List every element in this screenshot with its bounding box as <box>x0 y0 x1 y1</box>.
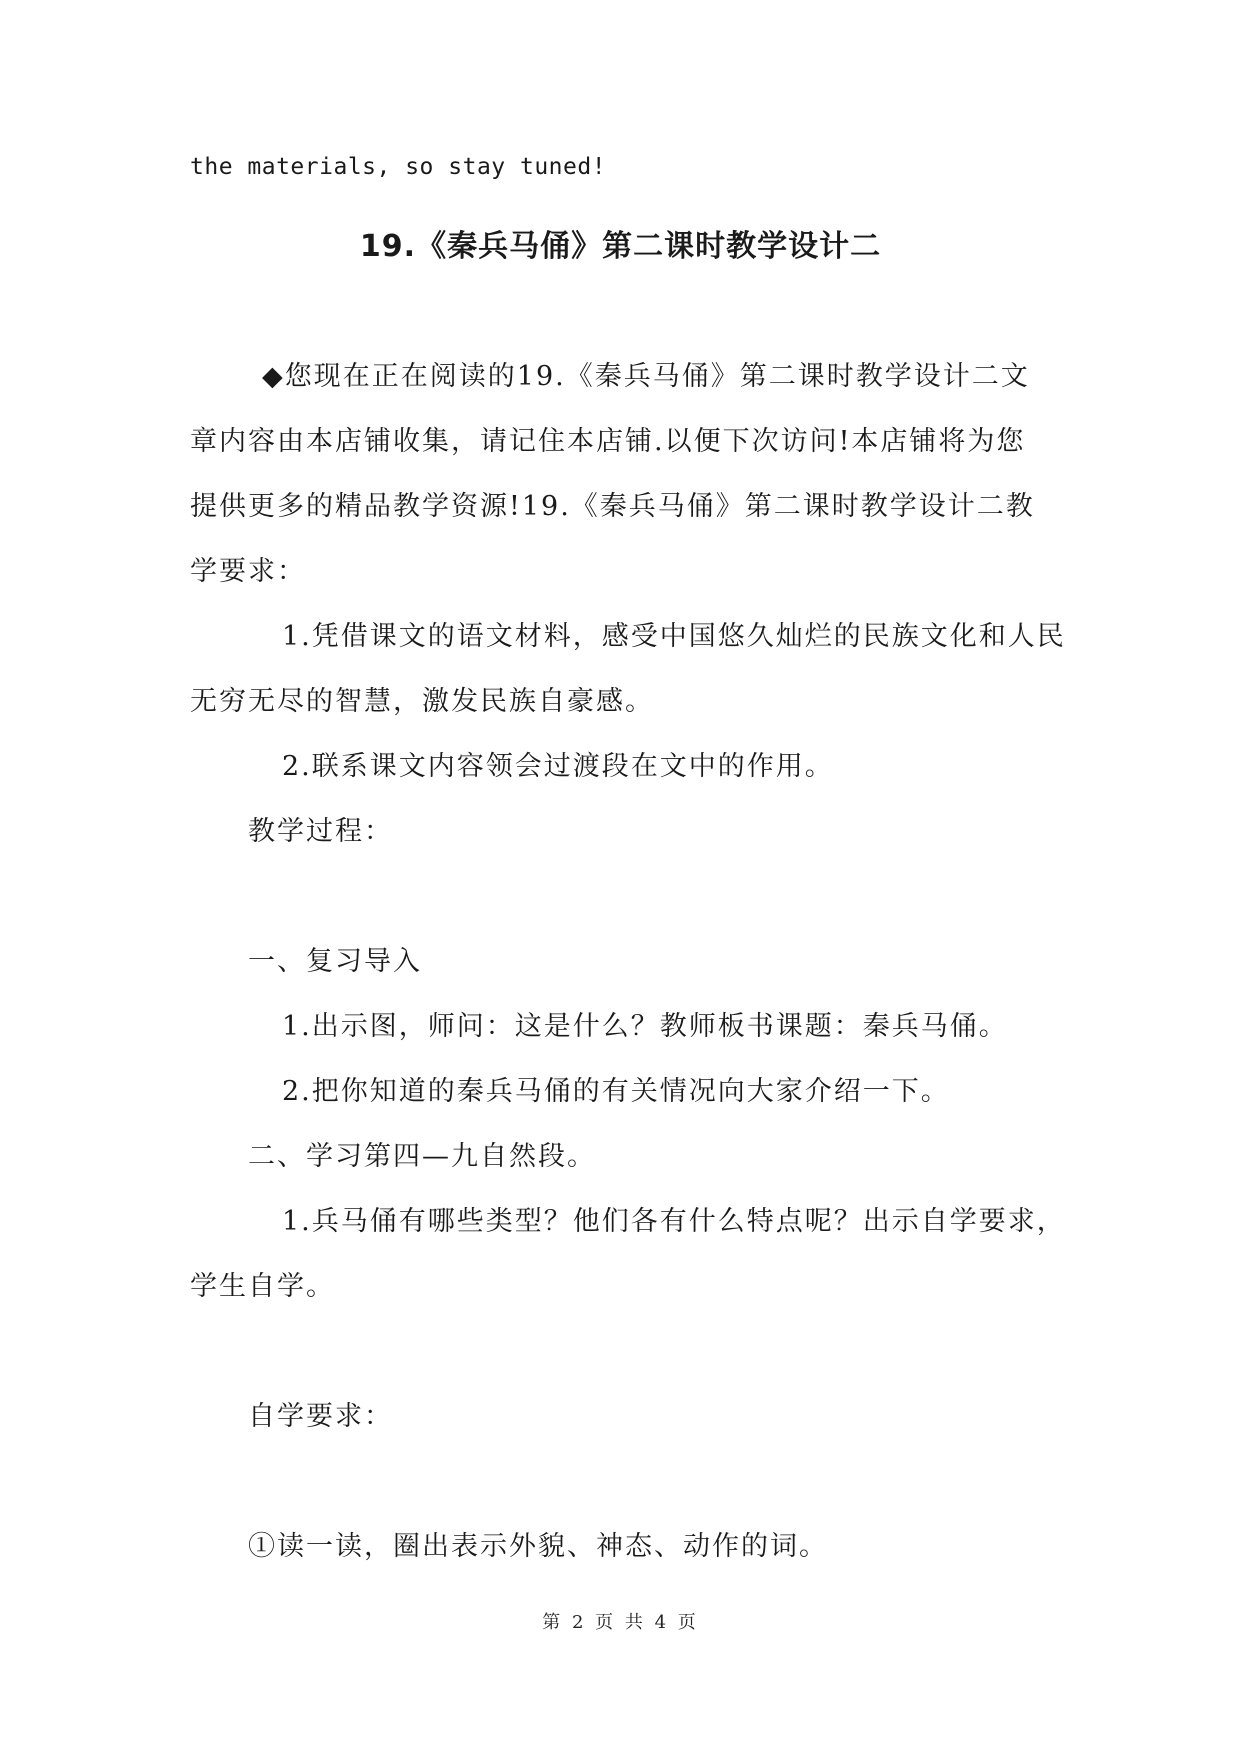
process-heading: 教学过程： <box>248 816 393 847</box>
section2-heading: 二、学习第四—九自然段。 <box>248 1141 596 1172</box>
intro-line: ◆您现在正在阅读的19.《秦兵马俑》第二课时教学设计二文 <box>262 361 1030 392</box>
section2-item: 学生自学。 <box>190 1271 335 1302</box>
page-footer: 第 2 页 共 4 页 <box>542 1612 699 1633</box>
page-title: 19.《秦兵马俑》第二课时教学设计二 <box>359 229 882 264</box>
intro-line: 学要求： <box>190 556 306 587</box>
section1-item: 1.出示图，师问：这是什么？教师板书课题：秦兵马俑。 <box>282 1011 1008 1042</box>
intro-line: 章内容由本店铺收集，请记住本店铺.以便下次访问!本店铺将为您 <box>190 426 1026 457</box>
requirement-item: 1.凭借课文的语文材料，感受中国悠久灿烂的民族文化和人民 <box>282 621 1066 652</box>
self-study-heading: 自学要求： <box>248 1401 393 1432</box>
section1-item: 2.把你知道的秦兵马俑的有关情况向大家介绍一下。 <box>282 1076 950 1107</box>
requirement-item: 无穷无尽的智慧，激发民族自豪感。 <box>190 686 654 717</box>
self-study-item: ①读一读，圈出表示外貌、神态、动作的词。 <box>248 1531 828 1562</box>
section2-item: 1.兵马俑有哪些类型？他们各有什么特点呢？出示自学要求， <box>282 1206 1066 1237</box>
carryover-text: the materials, so stay tuned! <box>190 154 607 180</box>
intro-line: 提供更多的精品教学资源!19.《秦兵马俑》第二课时教学设计二教 <box>190 491 1035 522</box>
section1-heading: 一、复习导入 <box>248 946 422 977</box>
requirement-item: 2.联系课文内容领会过渡段在文中的作用。 <box>282 751 834 782</box>
